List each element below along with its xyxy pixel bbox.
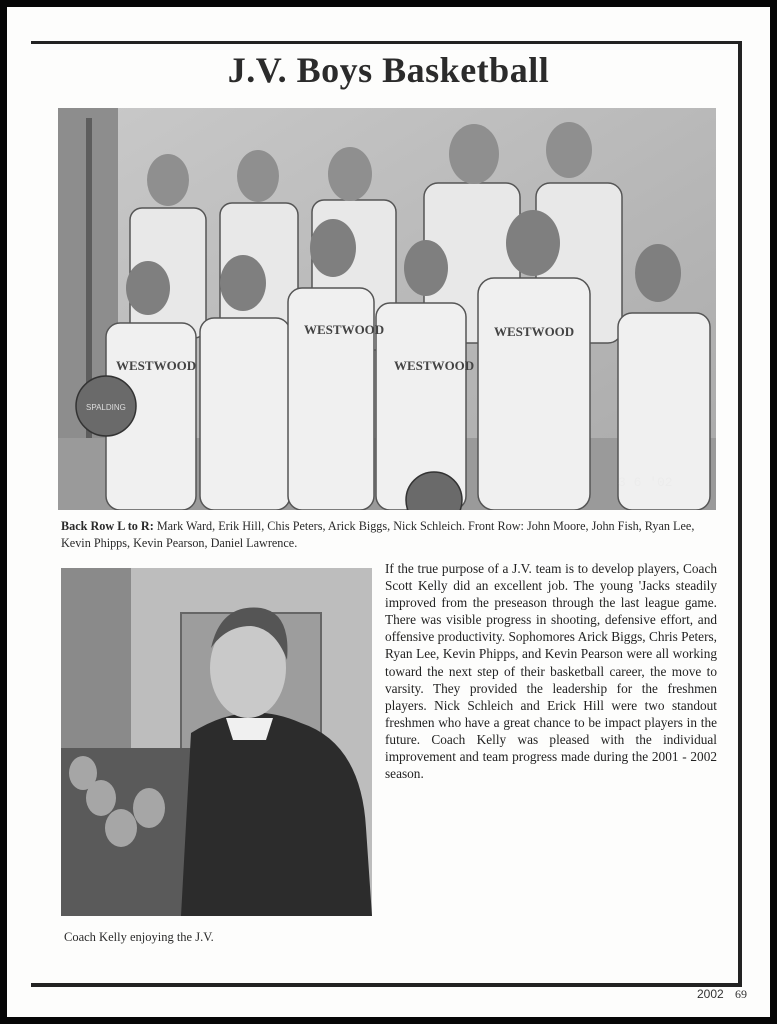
coach-photo-caption: Coach Kelly enjoying the J.V.	[64, 930, 214, 944]
team-photo-ball-text: SPALDING	[86, 403, 126, 412]
yearbook-page	[7, 7, 770, 1017]
footer-year: 2002	[697, 987, 724, 1001]
team-photo-jersey-text: WESTWOOD	[304, 322, 385, 337]
page-title: J.V. Boys Basketball	[227, 50, 550, 90]
article-body: If the true purpose of a J.V. team is to develop players, Coach Scott Kelly did an excellent job. The young 'Jacks steadily improved from the preseason through the last league game. There was visible progress in shooting, defensive effort, and offensive productivity. Sophomores Arick Biggs, Chris Peters, Ryan Lee, Kevin Phipps, and Kevin Pearson were all working toward the next step of their basketball career, the move to varsity. They provided the leadership for the freshmen players. Nick Schleich and Erick Hill were two standout freshmen who have a great chance to be impact players in the future. Coach Kelly was pleased with the individual improvement and team progress made during the 2001 - 2002 season.	[385, 561, 717, 782]
team-photo-caption	[61, 518, 711, 552]
coach-photo	[61, 568, 372, 916]
team-photo-date-stamp: 3 6 '02	[618, 475, 673, 490]
team-photo-jersey-text: WESTWOOD	[116, 358, 197, 373]
team-photo	[58, 108, 716, 510]
page-number: 69	[735, 987, 747, 1001]
team-photo-jersey-text: WESTWOOD	[494, 324, 575, 339]
team-caption-label: Back Row L to R:	[61, 519, 154, 533]
team-photo-jersey-text: WESTWOOD	[394, 358, 475, 373]
team-caption-names: Mark Ward, Erik Hill, Chis Peters, Arick Biggs, Nick Schleich. Front Row: John Moore, John Fish, Ryan Lee, Kevin Phipps, Kevin Pearson, Daniel Lawrence.	[61, 519, 695, 550]
